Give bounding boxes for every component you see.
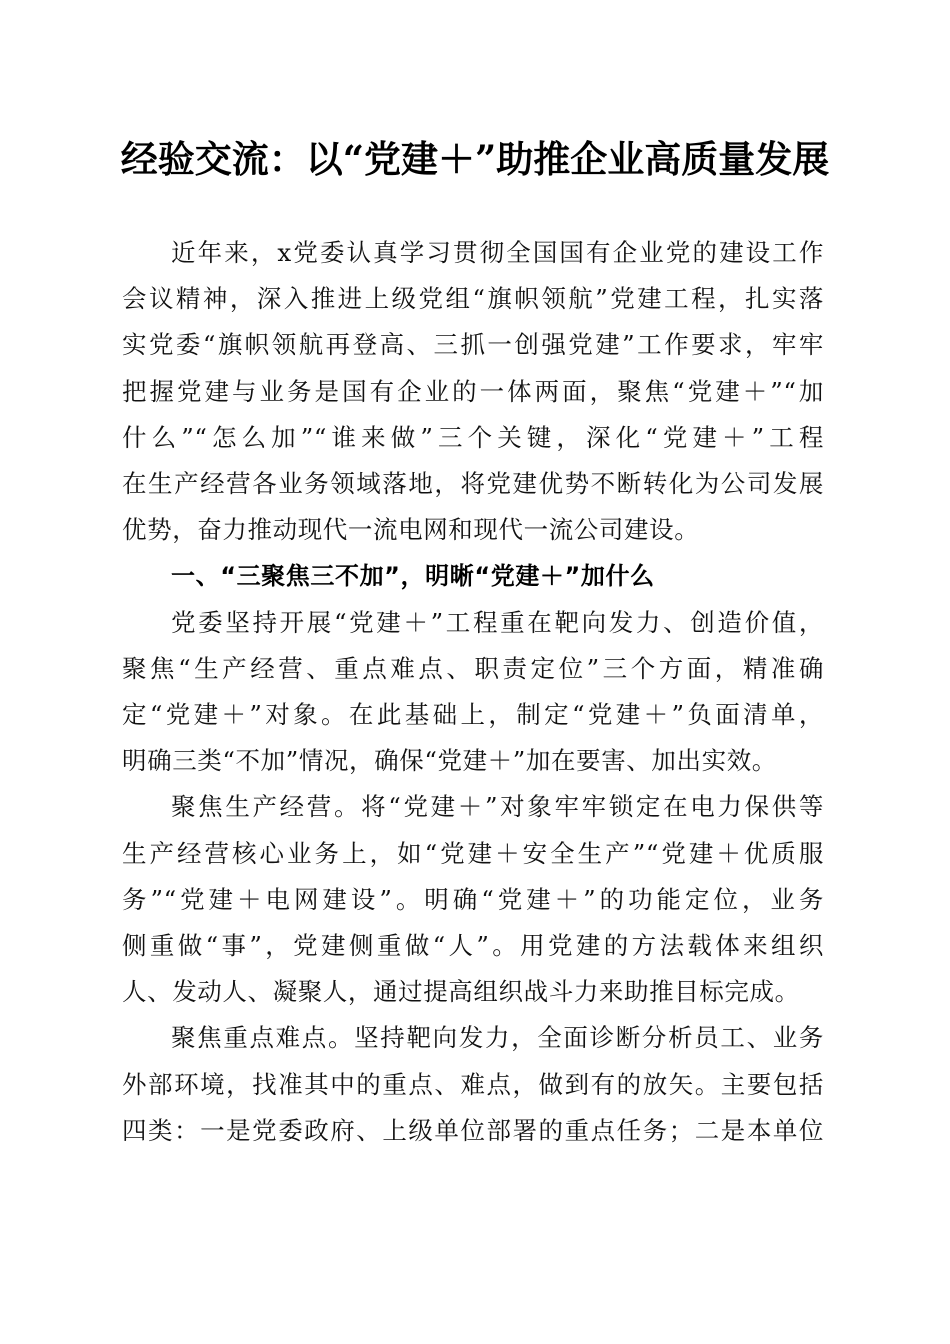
document-body	[122, 230, 824, 1154]
text-line: 党委坚持开展“党建＋”工程重在靶向发力、创造价值，	[171, 607, 824, 637]
text-line: 实党委“旗帜领航再登高、三抓一创强党建”工作要求，牢牢	[122, 330, 824, 360]
text-line: 务”“党建＋电网建设”。明确“党建＋”的功能定位，业务	[122, 884, 824, 914]
text-line: 近年来，x党委认真学习贯彻全国国有企业党的建设工作	[171, 238, 824, 267]
document-title: 经验交流：以“党建＋”助推企业高质量发展	[120, 137, 830, 181]
text-line: 定“党建＋”对象。在此基础上，制定“党建＋”负面清单，	[122, 700, 824, 730]
text-line: 什么”“怎么加”“谁来做”三个关键，深化“党建＋”工程	[122, 422, 824, 452]
text-line: 聚焦“生产经营、重点难点、职责定位”三个方面，精准确	[122, 653, 824, 683]
body-paragraph	[122, 600, 824, 785]
text-line: 外部环境，找准其中的重点、难点，做到有的放矢。主要包括	[122, 1069, 824, 1099]
text-line: 侧重做“事”，党建侧重做“人”。用党建的方法载体来组织	[122, 931, 824, 961]
section-heading: 一、“三聚焦三不加”，明晰“党建＋”加什么	[171, 562, 655, 591]
intro-paragraph	[122, 230, 824, 553]
text-line: 在生产经营各业务领域落地，将党建优势不断转化为公司发展	[122, 469, 824, 499]
text-line: 把握党建与业务是国有企业的一体两面，聚焦“党建＋”“加	[122, 376, 824, 406]
body-paragraph	[122, 1015, 824, 1154]
text-line: 明确三类“不加”情况，确保“党建＋”加在要害、加出实效。	[122, 746, 777, 776]
text-line: 生产经营核心业务上，如“党建＋安全生产”“党建＋优质服	[122, 838, 824, 868]
text-line: 四类：一是党委政府、上级单位部署的重点任务；二是本单位	[122, 1115, 824, 1145]
text-line: 聚焦生产经营。将“党建＋”对象牢牢锁定在电力保供等	[171, 792, 824, 822]
text-line: 聚焦重点难点。坚持靶向发力，全面诊断分析员工、业务	[171, 1023, 824, 1053]
text-line: 会议精神，深入推进上级党组“旗帜领航”党建工程，扎实落	[122, 284, 824, 314]
text-line: 人、发动人、凝聚人，通过提高组织战斗力来助推目标完成。	[122, 977, 800, 1007]
text-line: 优势，奋力推动现代一流电网和现代一流公司建设。	[122, 515, 700, 545]
body-paragraph	[122, 784, 824, 1015]
